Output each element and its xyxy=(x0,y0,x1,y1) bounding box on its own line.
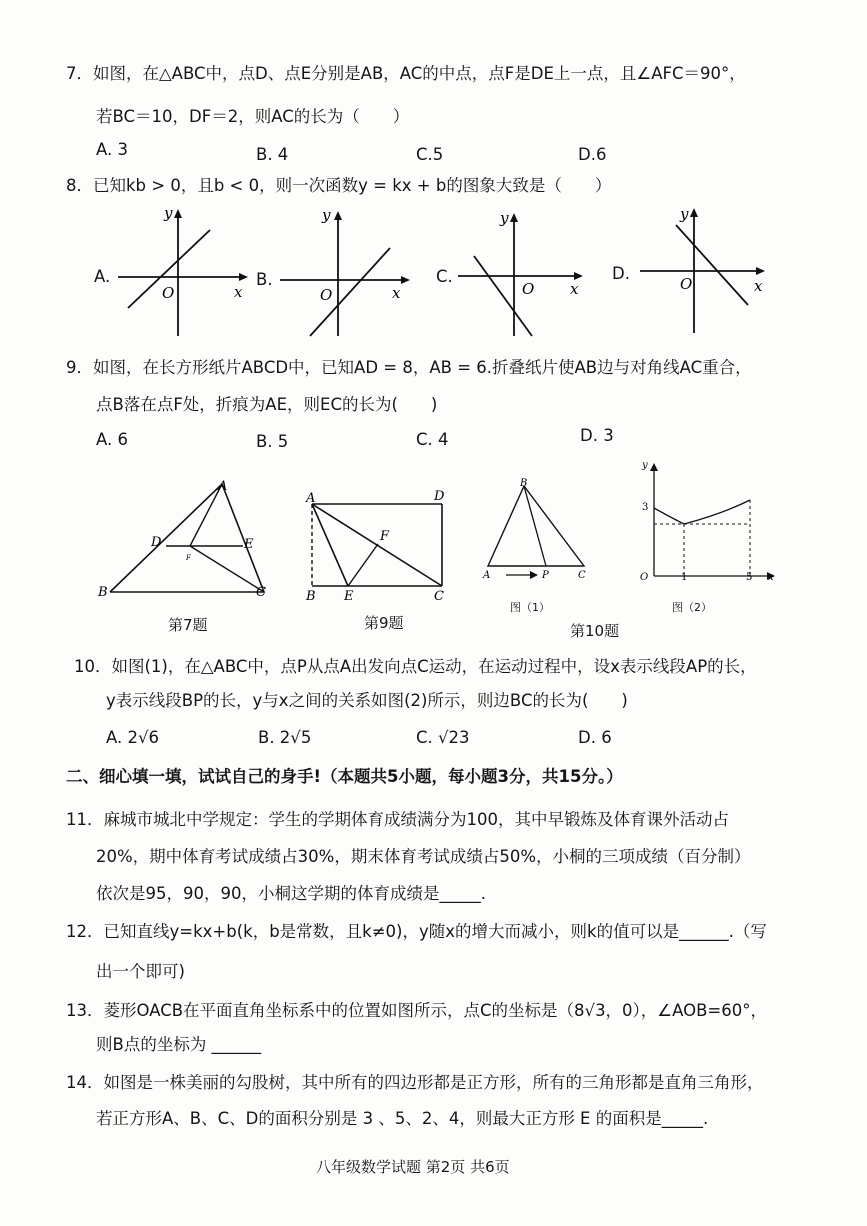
q8-c-x-label: x xyxy=(570,280,579,298)
q9-option-a: A. 6 xyxy=(96,430,128,449)
fig9-b: B xyxy=(306,589,316,604)
q8-d-x-label: x xyxy=(754,277,763,295)
q8-option-a-label: A. xyxy=(94,267,111,286)
q11-line2: 20%，期中体育考试成绩占30%，期末体育考试成绩占50%，小桐的三项成绩（百分制） xyxy=(96,847,751,866)
q7-option-c: C.5 xyxy=(416,145,444,164)
q9-line2: 点B落在点F处，折痕为AE，则EC的长为( ) xyxy=(96,395,438,414)
q9-option-b: B. 5 xyxy=(256,432,289,451)
q7-line1: 7．如图，在△ABC中，点D、点E分别是AB，AC的中点，点F是DE上一点，且∠AFC＝90°， xyxy=(66,64,746,83)
fig9-c: C xyxy=(434,589,444,604)
fig10-2-o: O xyxy=(640,572,649,583)
fig10-1-a: A xyxy=(483,570,491,581)
q8-option-b-label: B. xyxy=(256,270,273,289)
q8-b-y-label: y xyxy=(322,206,331,224)
q8-b-origin: O xyxy=(320,286,333,304)
q10-option-a: A. 2√6 xyxy=(106,728,159,747)
q12-line1: 12．已知直线y=kx+b(k，b是常数，且k≠0)，y随x的增大而减小，则k的值可以是______.（写 xyxy=(66,922,767,941)
q8-graph-b xyxy=(280,208,415,340)
q7-option-b: B. 4 xyxy=(256,145,289,164)
q8-a-y-label: y xyxy=(164,204,173,222)
fig10-1-c: C xyxy=(578,570,586,581)
fig10-2-y: y xyxy=(642,460,648,471)
q13-line1: 13．菱形OACB在平面直角坐标系中的位置如图所示，点C的坐标是（8√3，0），∠AOB=60°， xyxy=(66,1001,767,1020)
fig10-1-caption: 图（1） xyxy=(510,601,550,614)
q8-a-origin: O xyxy=(162,284,175,302)
fig10-2-tick-1: 1 xyxy=(681,572,688,583)
q8-d-origin: O xyxy=(680,275,693,293)
q8-d-y-label: y xyxy=(680,205,689,223)
q8-b-x-label: x xyxy=(392,284,401,302)
q10-option-b: B. 2√5 xyxy=(258,728,312,747)
q14-line2: 若正方形A、B、C、D的面积分别是 3 、5、2、4，则最大正方形 E 的面积是_____. xyxy=(96,1109,709,1128)
fig10-2-x: x xyxy=(768,572,774,583)
fig10-2-caption: 图（2） xyxy=(672,601,712,614)
q10-option-c: C. √23 xyxy=(416,728,470,747)
q14-line1: 14．如图是一株美丽的勾股树，其中所有的四边形都是正方形，所有的三角形都是直角三角形， xyxy=(66,1073,764,1092)
figure-q9 xyxy=(300,486,460,606)
fig10-2-tick-5: 5 xyxy=(746,572,753,583)
fig7-b: B xyxy=(98,585,108,600)
fig9-d: D xyxy=(434,489,445,504)
fig7-a: A xyxy=(218,479,228,494)
q11-line3: 依次是95，90，90，小桐这学期的体育成绩是_____. xyxy=(96,884,486,903)
fig10-1-p: P xyxy=(542,570,549,581)
section-2-heading: 二、细心填一填，试试自己的身手!（本题共5小题，每小题3分，共15分。） xyxy=(66,767,623,786)
q8-c-y-label: y xyxy=(500,209,509,227)
fig10-caption: 第10题 xyxy=(570,622,620,640)
q8-graph-a xyxy=(118,204,253,340)
q7-option-d: D.6 xyxy=(578,145,607,164)
q13-line2: 则B点的坐标为 ______ xyxy=(96,1035,262,1054)
figure-q10-1 xyxy=(478,474,593,590)
page-footer: 八年级数学试题 第2页 共6页 xyxy=(316,1158,510,1176)
q8-graph-d xyxy=(640,205,775,337)
q8-a-x-label: x xyxy=(234,283,243,301)
fig10-2-tick-3: 3 xyxy=(642,502,649,513)
q7-line2: 若BC＝10，DF＝2，则AC的长为（ ） xyxy=(96,107,410,126)
fig7-caption: 第7题 xyxy=(168,616,208,634)
q9-line1: 9．如图，在长方形纸片ABCD中，已知AD = 8，AB = 6.折叠纸片使AB边与对角线AC重合， xyxy=(66,358,752,377)
q8-line1: 8．已知kb > 0，且b < 0，则一次函数y = kx + b的图象大致是（ ） xyxy=(66,176,612,195)
fig7-d: D xyxy=(151,535,162,550)
q8-option-d-label: D. xyxy=(612,264,630,283)
q11-line1: 11．麻城市城北中学规定：学生的学期体育成绩满分为100，其中早锻炼及体育课外活动占 xyxy=(66,810,729,829)
fig9-e: E xyxy=(344,589,354,604)
q8-c-origin: O xyxy=(522,280,535,298)
figure-q10-2 xyxy=(632,458,780,588)
fig9-a: A xyxy=(306,491,316,506)
q9-option-c: C. 4 xyxy=(416,430,449,449)
q12-line2: 出一个即可) xyxy=(96,962,185,981)
fig9-f: F xyxy=(380,529,390,544)
q10-line2: y表示线段BP的长，y与x之间的关系如图(2)所示，则边BC的长为( ) xyxy=(106,691,628,710)
q8-option-c-label: C. xyxy=(436,267,453,286)
fig7-e: E xyxy=(244,537,254,552)
fig9-caption: 第9题 xyxy=(364,614,404,632)
fig7-c: C xyxy=(256,585,266,600)
q10-option-d: D. 6 xyxy=(578,728,612,747)
q8-graph-c xyxy=(458,208,593,340)
fig7-f: F xyxy=(186,554,191,562)
q10-line1: 10．如图(1)，在△ABC中，点P从点A出发向点C运动，在运动过程中，设x表示线段AP的长， xyxy=(74,657,757,676)
q9-option-d: D. 3 xyxy=(580,426,614,445)
fig10-1-b: B xyxy=(520,478,528,489)
q7-option-a: A. 3 xyxy=(96,140,128,159)
figure-q7 xyxy=(96,478,276,608)
